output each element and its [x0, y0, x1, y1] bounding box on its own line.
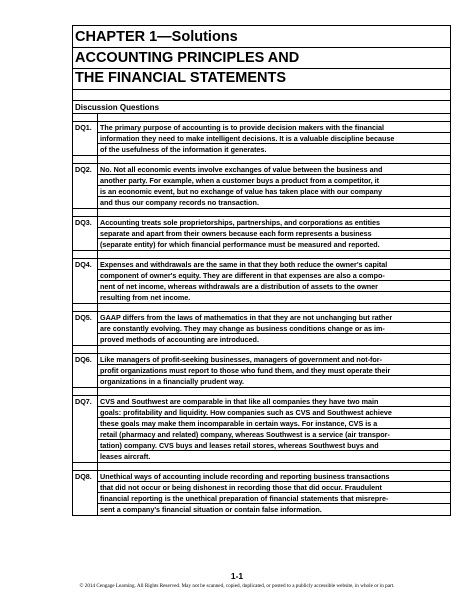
answer-line: another party. For example, when a customer buys a product from a competitor, it: [98, 175, 450, 186]
answer-line: proved methods of accounting are introduced.: [100, 335, 259, 344]
answer-line: financial reporting is the unethical preparation of financial statements that misrepre-: [98, 493, 450, 504]
answer-line: Unethical ways of accounting include recording and reporting business transactions: [98, 471, 450, 482]
question-row: [73, 471, 450, 516]
answer-line: are constantly evolving. They may change as business conditions change or as im-: [98, 323, 450, 334]
answer-line: No. Not all economic events involve exchanges of value between the business and: [98, 164, 450, 175]
question-answer: [98, 217, 450, 250]
spacer-row: [73, 304, 450, 312]
answer-line: tation) company. CVS buys and leases retail stores, whereas Southwest buys and: [98, 440, 450, 451]
answer-line: organizations in a financially prudent way.: [100, 377, 245, 386]
question-row: [73, 354, 450, 388]
answer-line: Expenses and withdrawals are the same in that they both reduce the owner's capital: [98, 259, 450, 270]
answer-line: The primary purpose of accounting is to provide decision makers with the financial: [98, 122, 450, 133]
spacer-row: [73, 463, 450, 471]
question-answer: [98, 471, 450, 515]
question-answer: [98, 164, 450, 208]
title-line-2: THE FINANCIAL STATEMENTS: [73, 69, 450, 90]
answer-line: these goals may make them incomparable in certain ways. For instance, CVS is a: [98, 418, 450, 429]
question-label: DQ4.: [73, 259, 98, 303]
answer-line: nent of net income, whereas withdrawals are a distribution of assets to the owner: [98, 281, 450, 292]
question-row: [73, 396, 450, 463]
answer-line: profit organizations must report to those who fund them, and they must operate their: [98, 365, 450, 376]
answer-line: leases aircraft.: [100, 452, 151, 461]
solutions-table: [72, 25, 451, 516]
title-line-1: ACCOUNTING PRINCIPLES AND: [73, 48, 450, 69]
answer-line: Accounting treats sole proprietorships, partnerships, and corporations as entities: [98, 217, 450, 228]
answer-line: goals: profitability and liquidity. How companies such as CVS and Southwest achieve: [98, 407, 450, 418]
question-answer: [98, 259, 450, 303]
answer-line: sent a company's financial situation or contain false information.: [100, 505, 322, 514]
spacer-row: [73, 346, 450, 354]
question-row: [73, 259, 450, 304]
question-row: [73, 122, 450, 156]
spacer-row: [73, 209, 450, 217]
section-heading: Discussion Questions: [73, 101, 450, 114]
answer-line: (separate entity) for which financial performance must be measured and reported.: [100, 240, 380, 249]
question-answer: [98, 122, 450, 155]
question-label: DQ5.: [73, 312, 98, 345]
question-row: [73, 164, 450, 209]
answer-line: component of owner's equity. They are different in that expenses are also a compo-: [98, 270, 450, 281]
spacer-row: [73, 156, 450, 164]
question-label: DQ2.: [73, 164, 98, 208]
question-answer: [98, 354, 450, 387]
question-label: DQ3.: [73, 217, 98, 250]
copyright-notice: © 2014 Cengage Learning. All Rights Reserved. May not be scanned, copied, duplicated, or posted to a publicly accessible website, in whole or in part.: [79, 583, 395, 589]
spacer-row: [73, 251, 450, 259]
question-answer: [98, 312, 450, 345]
chapter-title: CHAPTER 1—Solutions: [73, 26, 450, 48]
question-answer: [98, 396, 450, 462]
question-row: [73, 312, 450, 346]
answer-line: that did not occur or being dishonest in recording those that did occur. Fraudulent: [98, 482, 450, 493]
answer-line: of the usefulness of the information it generates.: [100, 145, 267, 154]
questions-list: [73, 114, 450, 516]
answer-line: information they need to make intelligent decisions. It is a valuable discipline because: [98, 133, 450, 144]
answer-line: is an economic event, but no exchange of value has taken place with our company: [98, 186, 450, 197]
question-label: DQ1.: [73, 122, 98, 155]
answer-line: CVS and Southwest are comparable in that like all companies they have two main: [98, 396, 450, 407]
question-label: DQ6.: [73, 354, 98, 387]
spacer-row: [73, 114, 450, 122]
answer-line: separate and apart from their owners because each form represents a business: [98, 228, 450, 239]
question-label: DQ8.: [73, 471, 98, 515]
question-row: [73, 217, 450, 251]
page-number: 1-1: [230, 571, 244, 581]
answer-line: GAAP differs from the laws of mathematics in that they are not unchanging but rather: [98, 312, 450, 323]
question-label: DQ7.: [73, 396, 98, 462]
answer-line: and thus our company records no transaction.: [100, 198, 259, 207]
answer-line: resulting from net income.: [100, 293, 191, 302]
answer-line: retail (pharmacy and related) company, whereas Southwest is a service (air transpor-: [98, 429, 450, 440]
spacer-row: [73, 90, 450, 101]
answer-line: Like managers of profit-seeking businesses, managers of government and not-for-: [98, 354, 450, 365]
spacer-row: [73, 388, 450, 396]
